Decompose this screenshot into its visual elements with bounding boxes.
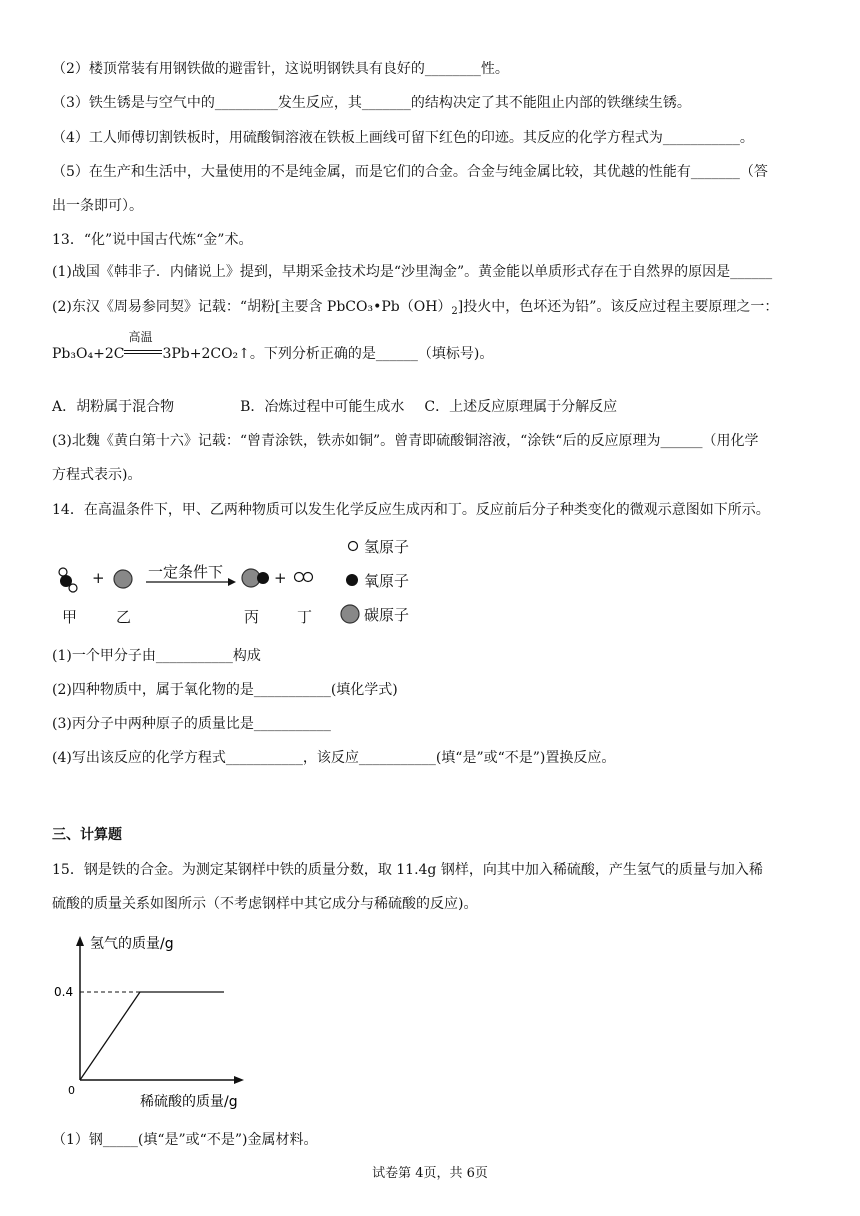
q14-part1: (1)一个甲分子由___________构成	[52, 648, 261, 664]
legend-oxygen-label: 氧原子	[364, 572, 410, 590]
x-axis-label: 稀硫酸的质量/g	[140, 1094, 238, 1110]
q14-title: 14．在高温条件下，甲、乙两种物质可以发生化学反应生成丙和丁。反应前后分子种类变化的微观示意图如下所示。	[52, 502, 770, 518]
legend-oxygen-icon	[346, 574, 358, 586]
q14-part3: (3)丙分子中两种原子的质量比是___________	[52, 716, 331, 732]
q15-line1: 15．钢是铁的合金。为测定某钢样中铁的质量分数，取 11.4g 钢样，向其中加入稀硫酸，产生氢气的质量与加入稀	[52, 862, 763, 878]
q12-part5-line1: （5）在生产和生活中，大量使用的不是纯金属，而是它们的合金。合金与纯金属比较，其优越的性能有_______（答	[52, 164, 768, 180]
option-c: C．上述反应原理属于分解反应	[424, 399, 618, 415]
hydrogen-atom	[304, 573, 313, 582]
hydrogen-mass-chart	[50, 930, 270, 1120]
y-axis-label: 氢气的质量/g	[90, 936, 174, 952]
label-bing: 丙	[244, 608, 260, 626]
q12-part4: （4）工人师傅切割铁板时，用硫酸铜溶液在铁板上画线可留下红色的印迹。其反应的化学方程式为___________。	[52, 130, 754, 146]
series-line	[80, 992, 224, 1080]
reaction-condition: 一定条件下	[148, 563, 224, 581]
y-axis-arrow	[76, 936, 84, 946]
carbon-atom	[114, 570, 132, 588]
q13-part1: (1)战国《韩非子．内储说上》提到，早期采金技术均是“沙里淘金”。黄金能以单质形式存在于自然界的原因是______	[52, 264, 773, 280]
reaction-condition-arrow: 高温	[124, 345, 162, 363]
plus-sign: +	[274, 569, 287, 587]
legend-carbon-label: 碳原子	[364, 606, 410, 624]
q13-part3-line2: 方程式表示)。	[52, 467, 142, 483]
legend-hydrogen-label: 氢原子	[364, 538, 410, 556]
page-footer: 试卷第 4页，共 6页	[372, 1166, 488, 1181]
reaction-arrow-head	[228, 578, 236, 586]
reaction-diagram	[52, 530, 432, 630]
q12-part2: （2）楼顶常装有用钢铁做的避雷针，这说明钢铁具有良好的________性。	[52, 61, 509, 77]
legend-carbon-icon	[341, 605, 359, 623]
q12-part5-line2: 出一条即可）。	[52, 198, 143, 214]
y-tick-label: 0.4	[54, 985, 74, 999]
q14-part4: (4)写出该反应的化学方程式___________，该反应___________(填“是”或“不是”)置换反应。	[52, 750, 616, 766]
q13-options	[52, 398, 617, 416]
legend-hydrogen-icon	[349, 542, 358, 551]
plus-sign: +	[92, 569, 105, 587]
section-heading: 三、计算题	[52, 827, 122, 843]
x-axis-arrow	[234, 1076, 244, 1084]
q13-part3-line1: (3)北魏《黄白第十六》记载：“曾青涂铁，铁赤如铜”。曾青即硫酸铜溶液，“涂铁“后的反应原理为______（用化学	[52, 433, 759, 449]
q13-equation: Pb₃O₄+2C 高温 3Pb+2CO₂↑。下列分析正确的是______（填标号)。	[52, 330, 494, 362]
oxygen-atom	[257, 572, 269, 584]
label-jia: 甲	[62, 608, 78, 626]
q13-part2: (2)东汉《周易参同契》记载：“胡粉[主要含 $PbCO_3•Pb(OH)_2$]投火中，色坏还为铅”。该反应过程主要原理之一：	[52, 299, 779, 317]
hydrogen-atom	[59, 568, 67, 576]
option-a: A．胡粉属于混合物	[52, 399, 175, 415]
q15-line2: 硫酸的质量关系如图所示（不考虑钢样中其它成分与稀硫酸的反应)。	[52, 896, 478, 912]
q14-part2: (2)四种物质中，属于氧化物的是___________(填化学式)	[52, 682, 398, 698]
option-b: B．冶炼过程中可能生成水	[240, 399, 405, 415]
q12-part3: （3）铁生锈是与空气中的_________发生反应，其_______的结构决定了其不能阻止内部的铁继续生锈。	[52, 95, 691, 111]
oxygen-atom	[60, 575, 72, 587]
label-yi: 乙	[116, 608, 132, 626]
origin-label: 0	[68, 1084, 75, 1097]
q13-title: 13．“化”说中国古代炼“金”术。	[52, 232, 253, 248]
q15-part1: （1）钢_____(填“是”或“不是”)金属材料。	[52, 1132, 318, 1148]
hydrogen-atom	[295, 573, 304, 582]
label-ding: 丁	[297, 608, 313, 626]
